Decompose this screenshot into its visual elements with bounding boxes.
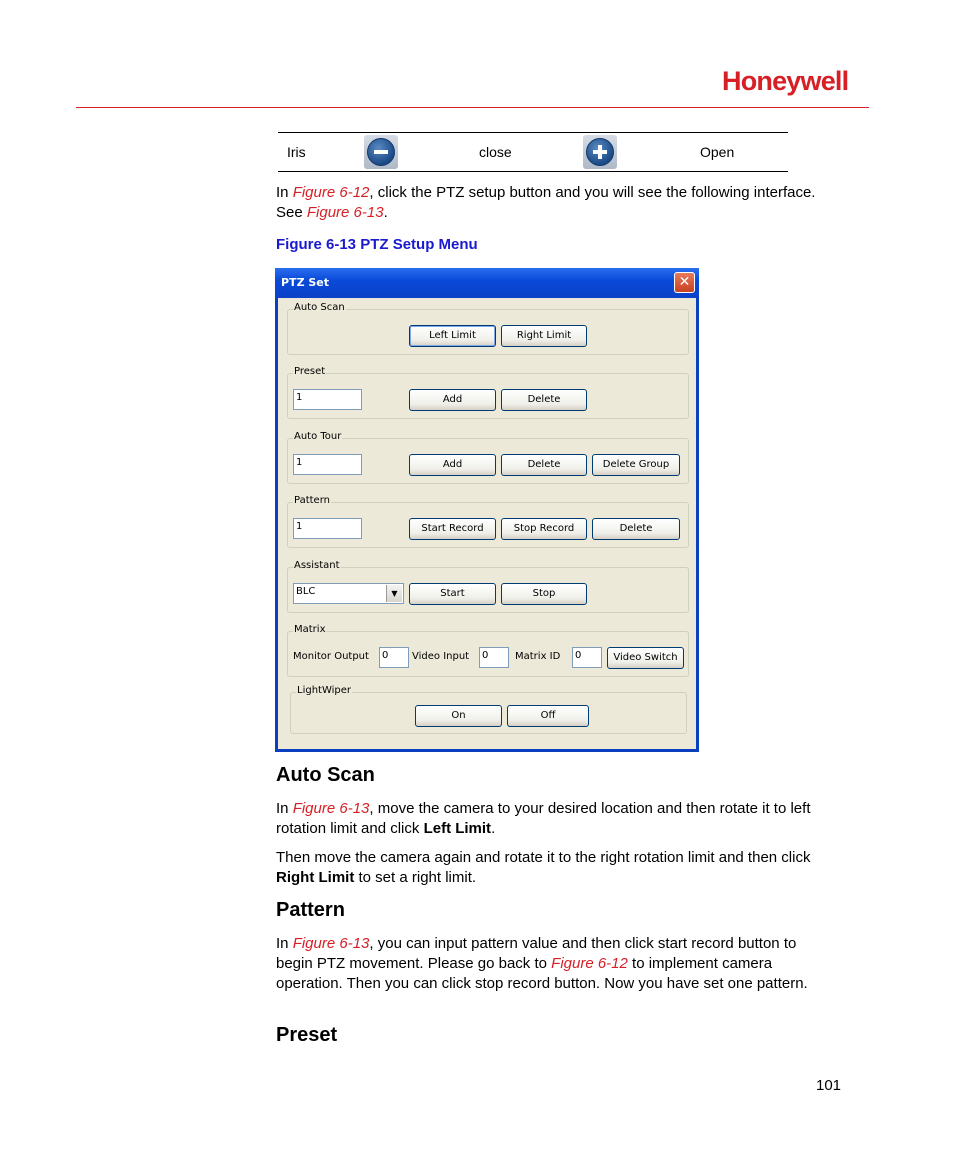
group-assistant-label: Assistant <box>294 560 340 571</box>
dialog-titlebar[interactable] <box>275 268 699 298</box>
start-record-button[interactable]: Start Record <box>409 518 496 540</box>
chevron-down-icon[interactable]: ▼ <box>386 585 402 602</box>
group-auto-scan <box>287 302 689 355</box>
page-number: 101 <box>816 1077 842 1094</box>
group-preset <box>287 366 689 419</box>
figure-6-13-link[interactable]: Figure 6-13 <box>306 204 384 221</box>
matrix-id-label: Matrix ID <box>515 651 561 662</box>
ptz-set-dialog <box>275 268 699 752</box>
iris-open-label: Open <box>700 144 735 160</box>
group-pattern <box>287 495 689 548</box>
pattern-delete-button[interactable]: Delete <box>592 518 680 540</box>
monitor-output-input[interactable]: 0 <box>379 647 409 668</box>
group-preset-label: Preset <box>294 366 326 377</box>
heading-preset: Preset <box>276 1024 338 1046</box>
group-light-wiper-label: LightWiper <box>297 685 352 696</box>
iris-close-label: close <box>479 144 512 160</box>
auto-scan-paragraph-1: In Figure 6-13, move the camera to your desired location and then rotate it to left rotation limit and click Left Limit. <box>276 800 811 837</box>
light-wiper-on-button[interactable]: On <box>415 705 502 727</box>
auto-tour-delete-button[interactable]: Delete <box>501 454 587 476</box>
assistant-selected-value: BLC <box>296 586 316 597</box>
figure-caption: Figure 6-13 PTZ Setup Menu <box>276 236 478 253</box>
close-icon[interactable]: ✕ <box>674 272 695 293</box>
heading-auto-scan: Auto Scan <box>276 764 375 786</box>
intro-paragraph: In Figure 6-12, click the PTZ setup button and you will see the following interface. See Figure 6-13. <box>276 184 816 221</box>
assistant-stop-button[interactable]: Stop <box>501 583 587 605</box>
pattern-paragraph: In Figure 6-13, you can input pattern value and then click start record button to begin PTZ movement. Please go back to Figure 6-12 to implement camera operation. Then you can click stop record button. Now you have set one pattern. <box>276 935 808 992</box>
auto-tour-input[interactable]: 1 <box>293 454 362 475</box>
auto-tour-add-button[interactable]: Add <box>409 454 496 476</box>
group-assistant <box>287 560 689 613</box>
video-input-label: Video Input <box>412 651 470 662</box>
table-top-border <box>278 132 788 133</box>
group-auto-tour-label: Auto Tour <box>294 431 342 442</box>
iris-open-icon <box>583 135 617 169</box>
monitor-output-label: Monitor Output <box>293 651 369 662</box>
dialog-title: PTZ Set <box>281 276 330 289</box>
matrix-id-input[interactable]: 0 <box>572 647 602 668</box>
figure-6-12-link[interactable]: Figure 6-12 <box>551 955 628 972</box>
left-limit-button[interactable]: Left Limit <box>409 325 496 347</box>
table-bottom-border <box>278 171 788 172</box>
group-auto-scan-label: Auto Scan <box>294 302 345 313</box>
pattern-input[interactable]: 1 <box>293 518 362 539</box>
preset-add-button[interactable]: Add <box>409 389 496 411</box>
header-divider <box>76 107 869 108</box>
honeywell-logo: Honeywell <box>722 66 849 96</box>
group-auto-tour <box>287 431 689 484</box>
light-wiper-off-button[interactable]: Off <box>507 705 589 727</box>
group-pattern-label: Pattern <box>294 495 330 506</box>
auto-scan-paragraph-2: Then move the camera again and rotate it to the right rotation limit and then click Right Limit to set a right limit. <box>276 849 811 886</box>
stop-record-button[interactable]: Stop Record <box>501 518 587 540</box>
assistant-select[interactable] <box>293 583 404 604</box>
video-input-input[interactable]: 0 <box>479 647 509 668</box>
group-matrix <box>287 624 689 677</box>
preset-delete-button[interactable]: Delete <box>501 389 587 411</box>
figure-6-13-link[interactable]: Figure 6-13 <box>292 935 370 952</box>
assistant-start-button[interactable]: Start <box>409 583 496 605</box>
heading-pattern: Pattern <box>276 899 345 921</box>
right-limit-button[interactable]: Right Limit <box>501 325 587 347</box>
figure-6-12-link[interactable]: Figure 6-12 <box>292 184 370 201</box>
dialog-body <box>278 298 696 749</box>
video-switch-button[interactable]: Video Switch <box>607 647 684 669</box>
iris-label: Iris <box>287 144 306 160</box>
figure-6-13-link[interactable]: Figure 6-13 <box>292 800 370 817</box>
auto-tour-delete-group-button[interactable]: Delete Group <box>592 454 680 476</box>
iris-close-icon <box>364 135 398 169</box>
preset-input[interactable]: 1 <box>293 389 362 410</box>
group-light-wiper <box>290 685 687 734</box>
group-matrix-label: Matrix <box>294 624 326 635</box>
